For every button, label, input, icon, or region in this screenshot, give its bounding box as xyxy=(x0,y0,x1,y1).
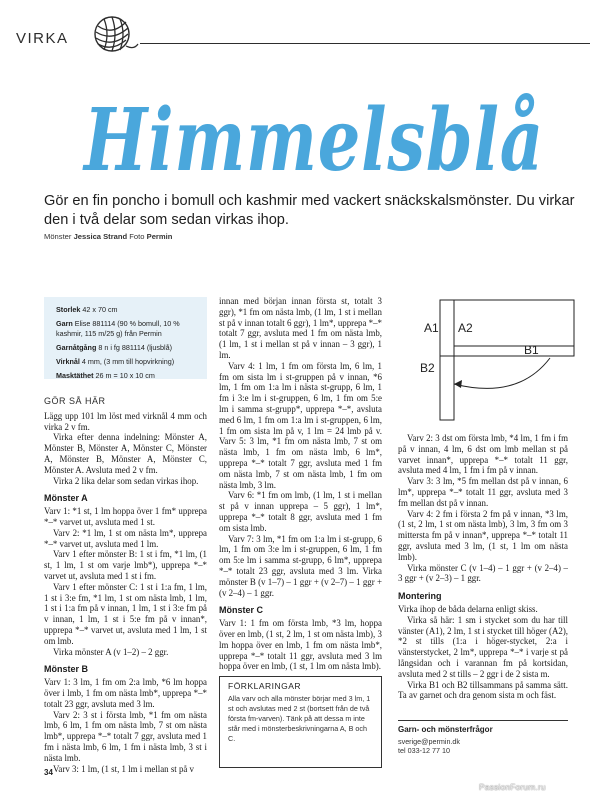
diagram-label-b2: B2 xyxy=(420,361,435,375)
info-label: Masktäthet xyxy=(56,371,94,380)
info-label: Garn xyxy=(56,319,73,328)
instructions-heading: GÖR SÅ HÄR xyxy=(44,396,106,406)
section-label: VIRKA xyxy=(16,30,69,47)
column-2 xyxy=(219,296,382,672)
heading-pattern-a: Mönster A xyxy=(44,493,88,504)
yarn-ball-icon xyxy=(84,10,140,54)
paragraph: Varv 4: 1 lm, 1 fm om första lm, 6 lm, 1 fm om sista lm i st-gruppen på v innan, *6 lm, 1 fm om 1:a lm i nästa st-grupp, 6 lm, 1 fm i 3:e lm i st-gruppen, 6 lm, 1 fm om 5:e lm i samma st-grupp*, upprepa *–*, avsluta med 6 lm, 1 fm om 1:a lm i st-gruppen, 6 lm, 1 fm om sista lm på v, 1 lm = 24 lmb på v. Varv 5: 3 lm, *1 fm om nästa lmb, 7 st om nästa lmb, 1 fm om nästa lmb, 6 lm*, upprepa *–* totalt 7 ggr, avsluta med 1 fm om nästa lmb, 7 st om nästa lmb, 1 fm om nästa lmb, 3 lm. xyxy=(219,360,382,490)
column-1 xyxy=(44,396,207,774)
explanation-box xyxy=(219,676,382,768)
paragraph: Varv 1 efter mönster B: 1 st i fm, *1 lm, (1 st, 1 lm, 1 st om varje lmb*), upprepa *–* varvet ut, avsluta med 1 st i fm. xyxy=(44,549,207,581)
contact-email[interactable]: sverige@permin.dk xyxy=(398,737,461,746)
paragraph: Varv 2: 3 st i första lmb, *1 fm om nästa lmb, 6 lm, 1 fm om nästa lmb, 7 st om nästa lmb*, upprepa *–* totalt 7 ggr, avsluta med 1 fm i nästa lmb, 6 lm, 1 fm i nästa lmb, 3 st i nästa lmb. xyxy=(44,709,207,763)
info-value: Elise 881114 (90 % bomull, 10 % kashmir, 115 m/25 g) från Permin xyxy=(56,319,180,338)
diagram-label-b1: B1 xyxy=(524,343,539,357)
info-label: Storlek xyxy=(56,305,81,314)
paragraph: Varv 4: 2 fm i första 2 fm på v innan, *3 lm, (1 st, 2 lm, 1 st om nästa lmb), 3 lm, 3 fm om 3 mittersta fm på v innan*, upprepa *–* totalt 11 ggr, avsluta med 3 lm, (1 st, 1 lm om nästa lmb). xyxy=(398,508,568,562)
paragraph: Virka så här: 1 sm i stycket som du har till vänster (A1), 2 lm, 1 st i stycket till höger (A2), *2 st tills (1:a i höger-stycket, 2:a i vänsterstycket, 2 lm*, upprepa *–* i varje st på långsidan och i varannan fm på kortsidan, avsluta med 2 st tills – 2 ggr i de 2 sista m. xyxy=(398,614,568,679)
paragraph: Virka 2 lika delar som sedan virkas ihop. xyxy=(53,475,199,486)
paragraph: Virka efter denna indelning: Mönster A, Mönster B, Mönster A, Mönster C, Mönster A, Mönster B, Mönster A, Mönster C, Mönster A. Avsluta med 2 v fm. xyxy=(44,432,207,475)
info-gauge xyxy=(56,371,200,381)
credits-photo-label: Foto xyxy=(129,232,145,241)
paragraph: Varv 1 efter mönster C: 1 st i 1:a fm, 1 lm, 1 st i 3:e fm, *1 lm, 1 st om nästa lmb, 1 lm, 1 st i 1:a fm på v innan, 1 lm, 1 st i 3:e fm på v innan, 1 lm, 1 st i 5:e fm på v innan*, upprepa *–* varvet ut, avsluta med 1 lm, 1 st om lmb. xyxy=(44,581,207,646)
materials-box xyxy=(44,297,207,379)
credits-pattern-label: Mönster xyxy=(44,232,72,241)
diagram-label-a2: A2 xyxy=(458,321,473,335)
explanation-text: Alla varv och alla mönster börjar med 3 lm, 1 st och avslutas med 2 st (bortsett från de två första fm-varven). Tänk på att dessa m inte står med i mönsterbeskrivningarna A, B och C. xyxy=(228,694,371,743)
paragraph: Virka mönster C (v 1–4) – 1 ggr + (v 2–4) – 3 ggr + (v 2–3) – 1 ggr. xyxy=(398,562,568,584)
paragraph: Varv 1: *1 st, 1 lm hoppa över 1 fm* upprepa *–* varvet ut, avsluta med 1 st. xyxy=(44,506,207,527)
info-label: Garnåtgång xyxy=(56,343,97,352)
diagram-label-a1: A1 xyxy=(424,321,439,335)
assembly-diagram xyxy=(398,296,578,426)
info-value: 26 m = 10 x 10 cm xyxy=(95,371,155,380)
column-3 xyxy=(398,433,568,701)
header-rule xyxy=(140,43,590,44)
watermark: PassionForum.ru xyxy=(479,782,546,792)
paragraph: Varv 3: 1 lm, (1 st, 1 lm i mellan st på v xyxy=(53,763,194,774)
info-yarn-amount xyxy=(56,343,200,353)
contact-phone: tel 033-12 77 10 xyxy=(398,746,450,755)
paragraph: Varv 7: 3 lm, *1 fm om 1:a lm i st-grupp, 6 lm, 1 fm om 3:e lm i st-gruppen, 6 lm, 1 fm om 5:e lm i samma st-grupp, 6 lm*, upprepa *–* totalt 23 ggr, avsluta med 3 lm. Virka mönster B (v 1–7) – 1 ggr + (v 2–7) – 1 ggr + (v 2–4) – 1 ggr. xyxy=(219,533,382,598)
paragraph: Virka ihop de båda delarna enligt skiss. xyxy=(398,603,538,614)
title xyxy=(44,86,584,196)
paragraph: innan med början innan första st, totalt 3 ggr), *1 fm om nästa lmb, (1 lm, 1 st i mellan st på v innan totalt 6 ggr), 1 lm*, upprepa *–* totalt 7 ggr, avsluta med 1 fm om nästa lmb, (1 lm, 1 st i mellan st på v innan – 3 ggr), 1 lm. xyxy=(219,296,382,360)
heading-pattern-b: Mönster B xyxy=(44,664,89,675)
info-value: 42 x 70 cm xyxy=(82,305,118,314)
paragraph: Varv 1: 1 fm om första lmb, *3 lm, hoppa över en lmb, (1 st, 2 lm, 1 st om nästa lmb), 3 lm hoppa över en lmb, 1 fm om nästa lmb*, upprepa *–* totalt 11 ggr, avsluta med 3 lm hoppa över en lmb, (1 st, 1 lm om nästa lmb). xyxy=(219,618,382,672)
page-number: 34 xyxy=(44,768,53,777)
paragraph: Virka B1 och B2 tillsammans på samma sätt. Ta av garnet och dra genom sista m och fäst. xyxy=(398,679,568,701)
info-value: 4 mm, (3 mm till hopvirkning) xyxy=(81,357,175,366)
contact-title: Garn- och mönsterfrågor xyxy=(398,725,493,734)
paragraph: Virka mönster A (v 1–2) – 2 ggr. xyxy=(53,646,169,657)
paragraph: Varv 2: 3 dst om första lmb, *4 lm, 1 fm i fm på v innan, 4 lm, 6 dst om lmb mellan st på varvet innan*, upprepa *–* totalt 11 ggr, avsluta med 4 lm, 1 fm i fm på v innan. xyxy=(398,433,568,476)
credits-photo-name: Permin xyxy=(146,232,173,241)
paragraph: Varv 1: 3 lm, 1 fm om 2:a lmb, *6 lm hoppa över i lmb, 1 fm om nästa lmb*, upprepa *–* totalt 23 ggr, avsluta med 3 lm. xyxy=(44,677,207,709)
info-yarn xyxy=(56,319,200,339)
contact-rule xyxy=(398,720,568,721)
title-text: Himmelsblå xyxy=(81,90,545,191)
paragraph: Varv 3: 3 lm, *5 fm mellan dst på v innan, 6 lm*, upprepa *–* totalt 11 ggr, avsluta med 3 fm mellan dst på v innan. xyxy=(398,476,568,508)
credits-pattern-name: Jessica Strand xyxy=(73,232,128,241)
info-label: Virknål xyxy=(56,357,80,366)
credits xyxy=(44,232,172,241)
info-value: 8 n i fg 881114 (ljusblå) xyxy=(98,343,172,352)
paragraph: Lägg upp 101 lm löst med virknål 4 mm och virka 2 v fm. xyxy=(44,410,207,432)
heading-pattern-c: Mönster C xyxy=(219,605,264,616)
info-hook xyxy=(56,357,200,367)
heading-assembly: Montering xyxy=(398,591,442,602)
info-size xyxy=(56,305,200,315)
explanation-title: FÖRKLARINGAR xyxy=(228,681,302,691)
paragraph: Varv 2: *1 lm, 1 st om nästa lm*, upprepa *–* varvet ut, avsluta med 1 lm. xyxy=(44,527,207,549)
paragraph: Varv 6: *1 fm om lmb, (1 lm, 1 st i mellan st på v innan upprepa – 5 ggr), 1 lm*, upprepa *–* totalt 8 ggr, avsluta med 1 fm om sista lmb. xyxy=(219,490,382,533)
lead-paragraph: Gör en fin poncho i bomull och kashmir med vackert snäckskalsmönster. Du virkar den i två delar som sedan virkas ihop. xyxy=(44,193,575,228)
